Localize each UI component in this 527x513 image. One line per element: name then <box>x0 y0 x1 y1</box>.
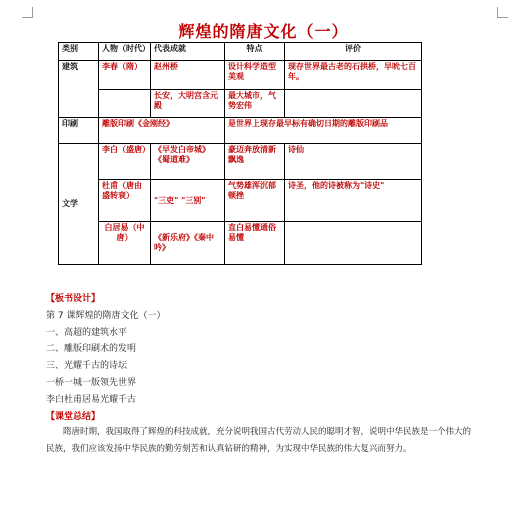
header-achievement: 代表成就 <box>151 43 225 61</box>
baijuyi-feature: 直白易懂通俗易懂 <box>225 222 285 265</box>
page-corner-mark-left <box>22 7 33 18</box>
city-achievement: 长安，大明宫含元殿 <box>151 90 225 118</box>
category-literature: 文学 <box>59 144 99 265</box>
libai-feature: 豪迈奔放清新飘逸 <box>225 144 285 180</box>
empty-cell <box>285 222 422 265</box>
board-notes <box>46 291 165 425</box>
building-achievement: 赵州桥 <box>151 61 225 90</box>
dufu-evaluation: 诗圣，他的诗被称为"诗史" <box>285 180 422 222</box>
dufu-works: "三吏" "三别" <box>151 180 225 222</box>
building-person: 李春（隋） <box>99 61 151 90</box>
board-line: 一桥一城一版领先世界 <box>46 377 137 388</box>
printing-achievement: 雕版印刷《金刚经》 <box>99 118 225 144</box>
table-row <box>59 118 422 144</box>
libai-person: 李白（盛唐） <box>99 144 151 180</box>
table-row <box>59 90 422 118</box>
table-header-row <box>59 43 422 61</box>
board-design-heading: 【板书设计】 <box>46 294 101 304</box>
table-row <box>59 180 422 222</box>
libai-evaluation: 诗仙 <box>285 144 422 180</box>
libai-works: 《早发白帝城》《蜀道难》 <box>151 144 225 180</box>
dufu-person: 杜甫（唐由盛转衰） <box>99 180 151 222</box>
summary-paragraph: 隋唐时期，我国取得了辉煌的科技成就，充分说明我国古代劳动人民的聪明才智，说明中华民族是一个伟大的民族，我们应该发扬中华民族的勤劳刻苦和认真钻研的精神，为实现中华民族的伟大复兴而努力。 <box>46 427 472 454</box>
board-line: 第 7 课辉煌的隋唐文化（一） <box>46 310 166 321</box>
page-title: 辉煌的隋唐文化（一） <box>178 22 349 41</box>
city-feature: 最大城市，气势宏伟 <box>225 90 285 118</box>
category-building: 建筑 <box>59 61 99 118</box>
board-line: 李白杜甫居易光耀千古 <box>46 394 137 405</box>
dufu-feature: 气势雄浑沉郁顿挫 <box>225 180 285 222</box>
page-corner-mark-right <box>497 7 508 18</box>
header-person: 人物（时代） <box>99 43 151 61</box>
header-feature: 特点 <box>225 43 285 61</box>
culture-table <box>58 42 422 265</box>
category-printing: 印刷 <box>59 118 99 144</box>
summary-heading: 【课堂总结】 <box>46 411 101 422</box>
header-category: 类别 <box>59 43 99 61</box>
printing-evaluation: 是世界上现存最早标有确切日期的雕版印刷品 <box>225 118 422 144</box>
building-evaluation: 现存世界最古老的石拱桥，早吮七百年。 <box>285 61 422 90</box>
baijuyi-person: 白居易（中唐） <box>99 222 151 265</box>
header-evaluation: 评价 <box>285 43 422 61</box>
table-row <box>59 144 422 180</box>
table-row <box>59 222 422 265</box>
board-line: 一、高超的建筑水平 <box>46 327 128 338</box>
table-row <box>59 61 422 90</box>
empty-cell <box>99 90 151 118</box>
baijuyi-works: 《新乐府》《秦中吟》 <box>151 222 225 265</box>
building-feature: 设计科学造型美观 <box>225 61 285 90</box>
board-line: 二、雕版印刷术的发明 <box>46 344 137 355</box>
empty-cell <box>285 90 422 118</box>
board-line: 三、光耀千古的诗坛 <box>46 361 128 372</box>
